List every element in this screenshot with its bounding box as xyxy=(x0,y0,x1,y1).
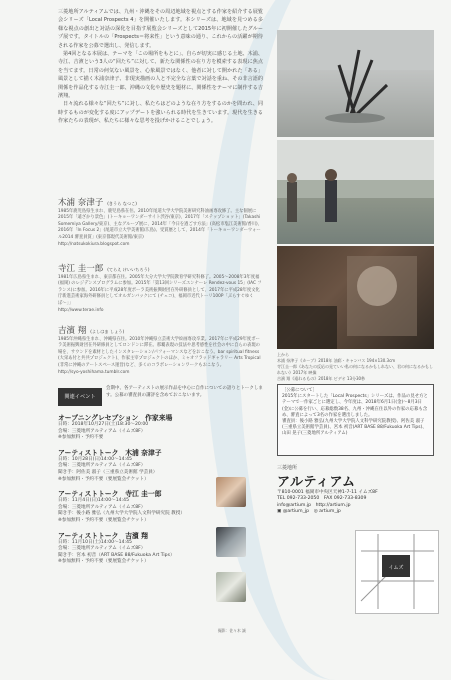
venue-org: 三菱地所 xyxy=(277,465,298,471)
artwork-photo-terae xyxy=(277,140,434,244)
artist-yoshihama xyxy=(58,324,263,376)
sculpture-graphic xyxy=(277,30,434,137)
artist-url[interactable]: http://syo-yoshihama.tumblr.com xyxy=(58,370,130,376)
venue-tel: TEL 092-733-2050 xyxy=(277,496,320,502)
note-jury xyxy=(282,419,429,438)
intro-paragraph-1: 三菱地所アルティアムでは、九州・沖縄をその周辺地域を視点とする作家を紹介する展覧会シリーズ「Local Prospects 4」を開催いたします。本シリーズは、地域を見つめる多様な視点の創出と対話の深化を目指す展覧会シリーズとして2015年に初開催したグループ展です。タイトルの「Prospects＝将来性」という意味の通り、これからの活躍が期待される作家を公募で選出し、発信します。 xyxy=(58,9,263,49)
event-place: 会場：三菱地所アルティアム（イムズ8F） xyxy=(58,504,146,510)
artist-ruby: (よしはま しょう) xyxy=(90,329,125,334)
event-place: 会場：三菱地所アルティアム（イムズ8F） xyxy=(58,463,146,469)
photo-caption-1: 上から 木浦 奈津子《カーブ》2018年 油彩・キャンバス 194×130.3cm xyxy=(277,352,396,363)
event-guest: 聞き手：阿佐美 淑子（三重県立美術館 学芸員） xyxy=(58,469,158,475)
venue-fax: FAX 092-733-8309 xyxy=(323,496,367,502)
event-title: アーティストトーク 寺江 圭一郎 xyxy=(58,490,162,499)
note-title: ［公募について］ xyxy=(282,388,318,393)
related-events-text: 会期中、各アーティストの展示作品を中心に自作についての語りとトークします。公募の審査員の講評を含めておこないます。 xyxy=(106,386,263,398)
intro-paragraph-3: 日々流れる様々な“回たち”に対し、私たちはどのような在り方をするのかを問われ、同時するものが変化する度にアップデートを強いられる時代を生きています。現代を生きる作家たちの表現が、私たちに様々な思考を投げかけることでしょう。 xyxy=(58,101,263,125)
map-label: イムズ xyxy=(388,565,404,571)
event-title: アーティストトーク 木浦 奈津子 xyxy=(58,448,162,457)
artist-bio: 1985年沖縄県生まれ、沖縄県在住。2010年沖縄県立芸術大学絵画専攻卒業。2017年に平成29年度ポーラ美術振興財団在外研修員としてロンドンに滞在。那覇表現の技法や思考感性を社会の中に自らの表現の場を、サウンドを素材としたインスタレーション/パフォーマンスなどをおこなう。bar spiritual fitness (大栄あ付と共共プロジェクト)、作家主宰プロジェクトのほか、ミャオフラッドギャラリー Arts Tropical (非常に沖縄のアートスペース運営)など、多くのコラボレーションワークもおこなう。 xyxy=(58,337,261,368)
artwork-photo-yoshihama xyxy=(277,246,434,349)
related-events-tag: 関連イベント xyxy=(58,388,102,406)
note-jury-label: 審査員： xyxy=(282,419,300,425)
artist-name-text: 木浦 奈津子 xyxy=(58,198,104,208)
intro-paragraph-2: 第4回となる本展は、テーマを「この場所をもとに」、自らが切実に感じる土地、木浦、寺江、吉濱という3人の“回たち”に対して、新たな関係性の在り方を模索する表現に焦点を当てます。日常の何気ない風景を、心象風景ではなく、他者に対して開かれた「ある」風景として描く木浦奈津子、非現実描画の人と不完全な言葉で対話を重ね、その非言語的関係を作品化する寺江圭一郎、沖縄の文化や歴史を題材に、関係性をテーマに制作する吉濱翔。 xyxy=(58,51,263,100)
artist-portrait-yoshihama xyxy=(216,572,246,602)
event-date: 日時：2018年10月27日(土)18:30〜20:00 xyxy=(58,422,149,427)
intro-text xyxy=(58,8,263,126)
venue-social-row xyxy=(277,509,437,515)
instagram-icon: ◎ xyxy=(313,509,320,515)
artwork-photo-kiura xyxy=(277,30,434,137)
event-date: 日時：11月4日(日)14:00〜14:45 xyxy=(58,498,129,504)
note-body: 2015年にスタートした「Local Prospects」シリーズは、作品の見せ方とテーマで一作家ごとに選定し、今年度は、2018年6月1日(金)〜8月3日(金)に公募を行い、応募総数38名、九州・沖縄在住以外の作家の応募も含め、審査によって3名の作家を選出しました。 xyxy=(282,394,428,418)
venue-name: アルティアム xyxy=(277,475,356,490)
artist-url[interactable]: http://natsukokiura.blogspot.com xyxy=(58,242,130,248)
twitter-icon: ▣ xyxy=(277,509,283,515)
artist-bio: 1985年鹿児島県生まれ、鹿児島県在住。2010年尾道大学大学院美術研究科油画専攻修了。主な個展に2015年「遠ざかり景色」(トーキョーワンダーサイト渋谷/東京)、2017年「ステップショット」(Takashi Somemiya Gallery/東京)、主なグループ展に、2014年「今日を過ごす方法」(高松市塩江美術館/香川)、2016年「In Focus 2」(尾道市立大学美術館/広島)。受賞歴として、2014年「トーキョーワンダーウォール2014 審査員賞」(東京都現代美術館/東京) xyxy=(58,209,263,240)
artist-portrait-kiura xyxy=(216,477,246,507)
event-note: ※参加無料・予約不要（要展覧会チケット） xyxy=(58,476,149,482)
venue-email[interactable]: info@artium.jp xyxy=(277,502,312,508)
artist-terae xyxy=(58,262,263,314)
artist-name-text: 吉濱 翔 xyxy=(58,326,87,336)
artist-name-text: 寺江 圭一郎 xyxy=(58,264,104,274)
event-title: オープニングレセプション 作家来場 xyxy=(58,414,173,422)
photo-caption-2: 寺江圭一郎《あなたの反応の見ていい私の何になるかもしれない、君の何になるかもしれない》2017年 映像 xyxy=(277,364,433,375)
photo-caption-3: 吉濱 翔《遠れるもの》2018年 ビデオ 13分30秒 xyxy=(277,376,366,381)
artist-kiura xyxy=(58,196,263,248)
artist-bio: 1981年広島県生まれ、東京都在住。2005年大分大学大学院教育学研究科修了。2005〜2008年3年度福 (福岡) のレジデンスプログラムに参加。2015年「第13回シリーズエンナーレ Rendez-vous 15」(IAC フランス)に参加。2016年に平成28年度ポーラ美術振興財団在外研修員として、2017年に平成28年度文化庁新進芸術家海外研修員としてオルガンバックにて (チェコ)、福岡市近代トーリ100P「ぶらすぐゆくぼ〜」」 xyxy=(58,275,262,306)
event-place: 会場：三菱地所アルティアム（イムズ8F） xyxy=(58,546,146,552)
open-call-note xyxy=(277,384,434,456)
event-note: ※参加無料・予約不要（要展覧会チケット） xyxy=(58,517,149,523)
venue-web[interactable]: http://artium.jp xyxy=(315,502,351,508)
event-guest: 聞き手：宮本 初音（ART BASE 88/Fukuoka Art Tips） xyxy=(58,552,175,558)
venue-block xyxy=(277,464,437,516)
event-note: ※参加無料・予約不要（要展覧会チケット） xyxy=(58,559,149,565)
venue-twitter[interactable]: @artium_jp xyxy=(282,509,310,515)
photo-credit: 撮影：佐々木 誠 xyxy=(218,628,246,633)
artist-ruby: (てらえ けいいちろう) xyxy=(107,267,150,272)
video-still-graphic xyxy=(277,246,434,349)
map-graphic xyxy=(356,531,438,613)
artist-name xyxy=(58,262,263,274)
artist-portrait-terae xyxy=(216,527,246,557)
event-guest: 聞き手：後小路 雅弘（九州大学大学院人文科学研究院 教授） xyxy=(58,511,185,517)
venue-instagram[interactable]: artium_jp xyxy=(319,509,341,515)
event-note: ※参加無料・予約不要 xyxy=(58,435,104,441)
access-map xyxy=(355,530,439,614)
venue-address: 〒810-0001 福岡市中央区天神1-7-11 イムズ8F xyxy=(277,490,378,495)
artist-name xyxy=(58,324,263,336)
event-title: アーティストトーク 吉濱 翔 xyxy=(58,531,148,540)
event-date: 日時：10月28日(日)14:00〜14:45 xyxy=(58,456,132,462)
event-date: 日時：11月10日(土)14:00〜14:45 xyxy=(58,539,132,545)
artist-ruby: (きうら なつこ) xyxy=(107,201,137,206)
riverside-scene-graphic xyxy=(277,140,434,244)
artist-name xyxy=(58,196,263,208)
event-place: 会場：三菱地所アルティアム（イムズ8F） xyxy=(58,428,146,434)
note-jury-text: 後小路 雅弘(九州大学大学院人文科学研究院教授)、阿佐美 淑子(三重県立美術館学芸員)、宮本 初音(ART BASE 88/Fukuoka Art Tips)、山田 晃子(三菱地所アルティアム) xyxy=(282,419,427,437)
event-opening xyxy=(58,412,268,442)
artist-url[interactable]: http://www.terae.info xyxy=(58,308,104,314)
